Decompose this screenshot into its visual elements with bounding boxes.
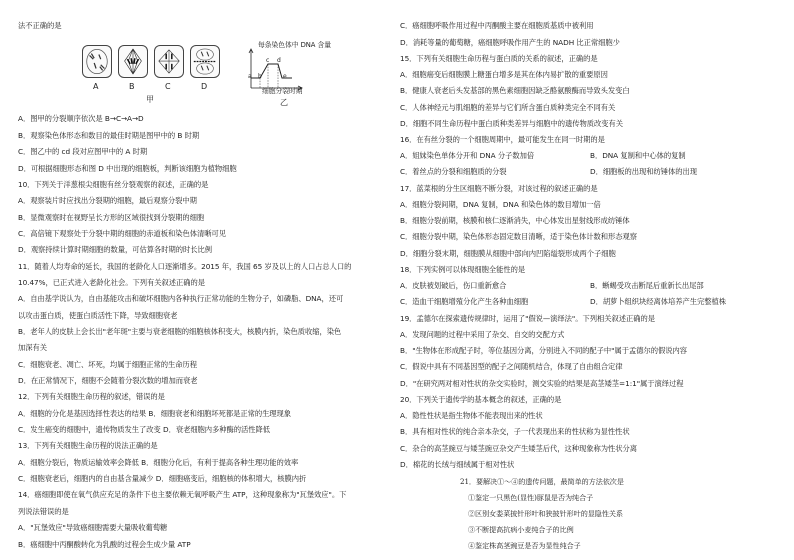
cell-b-image <box>118 45 148 78</box>
cell-c-image <box>154 45 184 78</box>
option-line: C．细胞衰老后，细胞内的自由基含量减少 D．细胞癌变后，细胞核的体积增大，核膜内折 <box>18 474 307 483</box>
cell-d-label: D <box>201 82 208 91</box>
question-line: 10．下列关于洋葱根尖细胞有丝分裂观察的叙述，正确的是 <box>18 180 209 189</box>
option-line: A．观察装片时应找出分裂期的细胞，最后观察分裂中期 <box>18 196 197 205</box>
figure-jia-label: 甲 <box>146 95 154 104</box>
question-line: 17．蓝菜根的分生区细胞不断分裂，对该过程的叙述正确的是 <box>400 184 598 193</box>
option-line: D．"在研究两对相对性状的杂交实验时，测交实验的结果是高茎矮茎=1:1"属于演绎过程 <box>400 379 684 388</box>
question-line: 13．下列有关细胞生命历程的说法正确的是 <box>18 441 158 450</box>
option-line: C．着丝点的分裂和细胞质的分裂 <box>400 167 507 176</box>
option-line: B．健康人衰老后头发基部的黑色素细胞因缺乏酪氨酸酶而导致头发变白 <box>400 86 630 95</box>
question-line: 11．随着人均寿命的延长，我国的老龄化人口逐渐增多。2015 年，我国 65 岁及以上的人口占总人口的 <box>18 262 352 271</box>
option-line: A．自由基学说认为，自由基能攻击和破坏细胞内各种执行正常功能的生物分子，如磷脂、DNA，还可 <box>18 294 344 303</box>
option-line: C．发生癌变的细胞中，遗传物质发生了改变 D．衰老细胞内多种酶的活性降低 <box>18 425 271 434</box>
question-line: 12．下列有关细胞生命历程的叙述，错误的是 <box>18 392 165 401</box>
question-line: 16．在有丝分裂的一个细胞周期中，最可能发生在同一时期的是 <box>400 135 605 144</box>
x-axis-label: 细胞分裂时期 <box>262 87 303 95</box>
option-line: B．蜥蜴受攻击断尾后重新长出尾部 <box>590 281 704 290</box>
option-line: D．观察持续计算时期细胞的数量，可估算各时期的时长比例 <box>18 245 212 254</box>
cell-d-image <box>190 45 220 78</box>
sub-item-line: ①鉴定一只黑色(显性)豚鼠是否为纯合子 <box>468 493 594 502</box>
option-line: C．癌细胞呼吸作用过程中丙酮酸主要在细胞质基质中被利用 <box>400 21 594 30</box>
option-line: D．消耗等量的葡萄糖，癌细胞呼吸作用产生的 NADH 比正常细胞少 <box>400 38 620 47</box>
question-line: 列说法错误的是 <box>18 507 69 516</box>
option-line: C．高倍镜下观察处于分裂中期的细胞的赤道板和染色体清晰可见 <box>18 229 226 238</box>
option-line: 以攻击蛋白质，使蛋白质活性下降，导致细胞衰老 <box>18 311 178 320</box>
option-line: A．细胞分裂后，物质运输效率会降低 B．细胞分化后，有利于提高各种生理功能的效率 <box>18 458 299 467</box>
cell-a-label: A <box>93 82 99 91</box>
sub-item-line: ③不断提高抗病小麦纯合子的比例 <box>468 525 574 534</box>
option-line: D．细胞分裂末期，细胞膜从细胞中部向内凹陷缢裂形成两个子细胞 <box>400 249 616 258</box>
option-line: A．细胞癌变后细胞膜上糖蛋白增多是其在体内易扩散的重要原因 <box>400 70 608 79</box>
question-line: 18．下列实例可以体现细胞全能性的是 <box>400 265 526 274</box>
question-line: 14．癌细胞即使在氧气供应充足的条件下也主要依赖无氧呼吸产生 ATP，这种现象称为"瓦堡效应"。下 <box>18 490 347 499</box>
option-line: D．胡萝卜组织块经离体培养产生完整植株 <box>590 297 727 306</box>
option-line: B．老年人的皮肤上会长出"老年斑"主要与衰老细胞的细胞核体积变大，核膜内折，染色质收缩，染色 <box>18 327 342 336</box>
point-b-label: b <box>258 73 262 80</box>
option-line: A．"瓦堡效应"导致癌细胞需要大量吸收葡萄糖 <box>18 523 168 532</box>
option-line: C．造血干细胞增殖分化产生各种血细胞 <box>400 297 529 306</box>
option-line: B．"生物体在形成配子时，等位基因分离，分别进入不同的配子中"属于孟德尔的假说内容 <box>400 346 687 355</box>
option-line: D．可根据细胞形态和图 D 中出现的细胞板，判断该细胞为植物细胞 <box>18 164 237 173</box>
option-line: C．细胞分裂中期，染色体形态固定数目清晰，适于染色体计数和形态观察 <box>400 232 637 241</box>
point-e-label: e <box>283 73 287 80</box>
question-line: 10.47%，已正式进入老龄化社会。下列有关叙述正确的是 <box>18 278 205 287</box>
option-line: A．细胞分裂间期，DNA 复制，DNA 和染色体的数目增加一倍 <box>400 200 601 209</box>
text-line: 法不正确的是 <box>18 21 62 30</box>
option-line: 加深有关 <box>18 343 47 352</box>
cell-b-label: B <box>129 82 135 91</box>
option-line: B．具有相对性状的纯合亲本杂交，子一代表现出来的性状称为显性性状 <box>400 427 630 436</box>
option-line: B．癌细胞中丙酮酸转化为乳酸的过程会生成少量 ATP <box>18 540 191 549</box>
option-line: D．细胞不同生命历程中蛋白质种类差异与细胞中的遗传物质改变有关 <box>400 119 623 128</box>
question-line: 21．要解决①～④的遗传问题，最简单的方法依次是 <box>460 477 624 486</box>
option-line: A．细胞的分化是基因选择性表达的结果 B．细胞衰老和细胞坏死都是正常的生理现象 <box>18 409 292 418</box>
sub-item-line: ④鉴定株高茎豌豆是否为显性纯合子 <box>468 541 581 550</box>
option-line: C．图乙中的 cd 段对应图甲中的 A 时期 <box>18 147 148 156</box>
point-d-label: d <box>277 57 281 64</box>
option-line: B．观察染色体形态和数目的最佳时期是图甲中的 B 时期 <box>18 131 200 140</box>
option-line: D．在正常情况下，细胞不会随着分裂次数的增加而衰老 <box>18 376 198 385</box>
option-line: B．DNA 复制和中心体的复制 <box>590 151 686 160</box>
option-line: C．人体神经元与肌细胞的差异与它们所含蛋白质种类完全不同有关 <box>400 103 616 112</box>
point-a-label: a <box>248 73 252 80</box>
figure-yi-label: 乙 <box>280 98 288 107</box>
cell-c-label: C <box>165 82 171 91</box>
question-line: 15．下列有关细胞生命历程与蛋白质的关系的叙述，正确的是 <box>400 54 598 63</box>
option-line: A．图甲的分裂顺序依次是 B→C→A→D <box>18 114 144 123</box>
figure-jia <box>18 0 394 110</box>
sub-item-line: ②区别女娄菜披针形叶和狭披针形叶的显隐性关系 <box>468 509 623 518</box>
option-line: A．姐妹染色单体分开和 DNA 分子数加倍 <box>400 151 535 160</box>
option-line: C．假说中具有不同基因型的配子之间随机结合，体现了自由组合定律 <box>400 362 623 371</box>
option-line: C．杂合的高茎豌豆与矮茎豌豆杂交产生矮茎后代，这种现象称为性状分离 <box>400 444 637 453</box>
question-line: 19．孟德尔在探索遗传规律时，运用了"假说—演绎法"。下列相关叙述正确的是 <box>400 314 655 323</box>
y-axis-label: 每条染色体中 DNA 含量 <box>258 41 332 49</box>
option-line: A．隐性性状是指生物体不能表现出来的性状 <box>400 411 543 420</box>
cell-a-image <box>82 45 112 78</box>
option-line: A．发现问题的过程中采用了杂交、自交的交配方式 <box>400 330 565 339</box>
question-line: 20．下列关于遗传学的基本概念的叙述，正确的是 <box>400 395 562 404</box>
point-c-label: c <box>266 57 270 64</box>
option-line: B．显微观察时在视野呈长方形的区域很找到分裂期的细胞 <box>18 213 205 222</box>
option-line: D．细胞板的出现和纺锤体的出现 <box>590 167 698 176</box>
option-line: A．皮肤被划破后，伤口重新愈合 <box>400 281 507 290</box>
option-line: C．细胞衰老、凋亡、坏死，均属于细胞正常的生命历程 <box>18 360 197 369</box>
option-line: D．棉花的长绒与细绒属于相对性状 <box>400 460 515 469</box>
option-line: B．细胞分裂前期，核膜和核仁逐渐消失，中心体发出星射线形成纺锤体 <box>400 216 630 225</box>
